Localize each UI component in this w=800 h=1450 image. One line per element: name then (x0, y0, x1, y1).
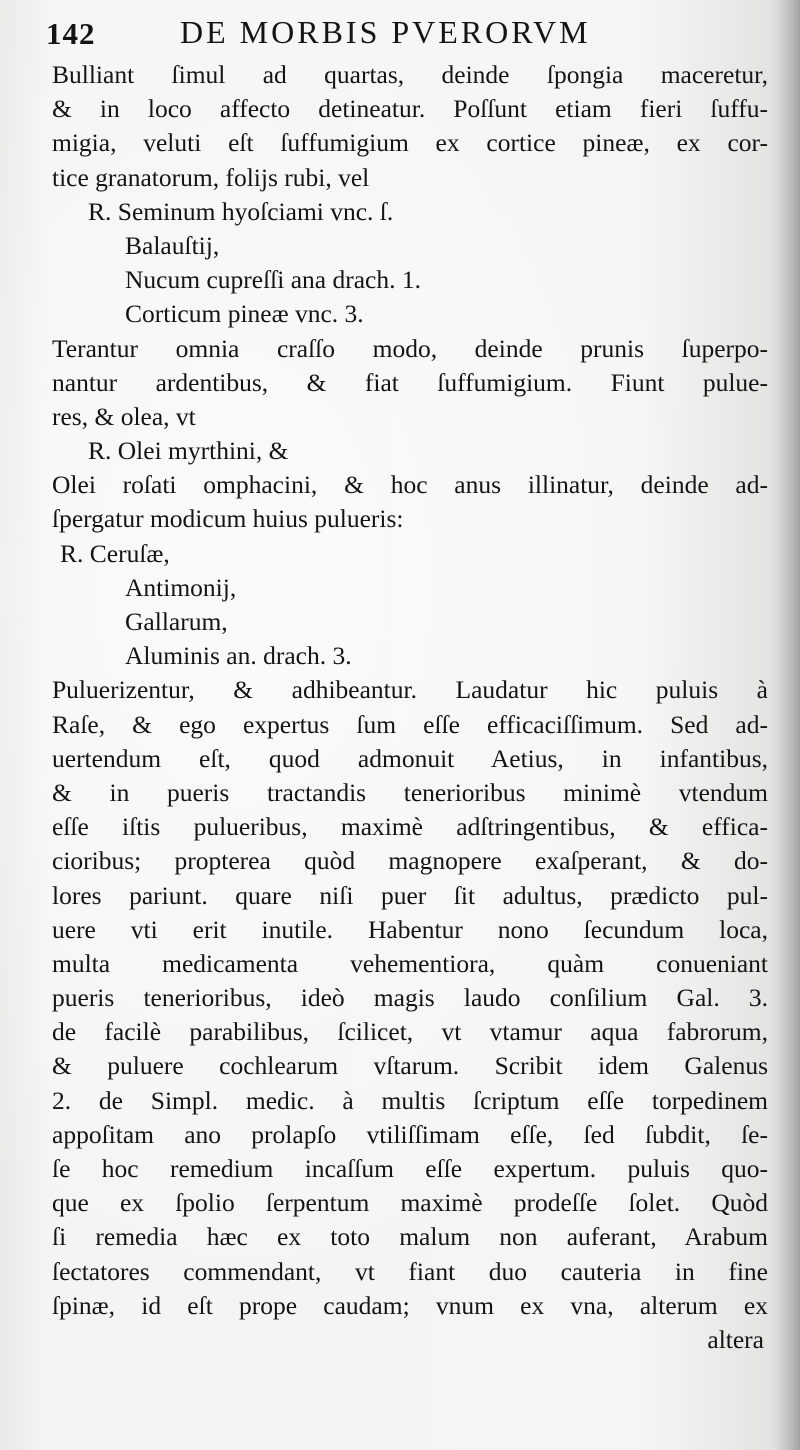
text-line: nantur ardentibus, & fiat ſuffumigium. Fiunt pulue- (52, 367, 768, 397)
text-line: cioribus; propterea quòd magnopere exaſperant, & do- (52, 846, 768, 876)
text-line: uere vti erit inutile. Habentur nono ſecundum loca, (52, 914, 768, 944)
text-line: Terantur omnia craſſo modo, deinde prunis ſuperpo- (52, 333, 768, 363)
body-text (52, 58, 768, 1357)
text-line: Nucum cupreſſi ana drach. 1. (125, 265, 421, 295)
text-line: Antimonij, (125, 572, 237, 602)
text-line: Balauſtij, (125, 230, 220, 260)
text-line: uertendum eſt, quod admonuit Aetius, in infantibus, (52, 743, 768, 773)
running-title: DE MORBIS PVERORVM (180, 14, 591, 50)
page-number: 142 (46, 16, 96, 51)
text-line: eſſe iſtis pulueribus, maximè adſtringentibus, & effica- (52, 812, 768, 842)
text-line: multa medicamenta vehementiora, quàm conueniant (52, 948, 768, 978)
text-line: Raſe, & ego expertus ſum eſſe efficaciſſimum. Sed ad- (52, 709, 768, 739)
page-gutter-shadow (774, 0, 800, 1450)
running-head (40, 12, 760, 56)
text-line: 2. de Simpl. medic. à multis ſcriptum eſſe torpedinem (52, 1085, 768, 1115)
text-line: Corticum pineæ vnc. 3. (125, 299, 364, 329)
text-line: R. Seminum hyoſciami vnc. ſ. (88, 196, 394, 226)
text-line: ſi remedia hæc ex toto malum non auferant, Arabum (52, 1222, 768, 1252)
text-line: ſpergatur modicum huius pulueris: (52, 504, 404, 534)
text-line: lores pariunt. quare niſi puer ſit adultus, prædicto pul- (52, 880, 768, 910)
text-line: Puluerizentur, & adhibeantur. Laudatur hic puluis à (52, 675, 768, 705)
text-line: ſpinæ, id eſt prope caudam; vnum ex vna, alterum ex (52, 1290, 768, 1320)
text-line: migia, veluti eſt ſuffumigium ex cortice pineæ, ex cor- (52, 128, 768, 158)
text-line: R. Olei myrthini, & (88, 436, 289, 466)
text-line: res, & olea, vt (52, 401, 196, 431)
text-line: Olei roſati omphacini, & hoc anus illinatur, deinde ad- (52, 470, 768, 500)
text-line: Gallarum, (125, 607, 228, 636)
text-line: que ex ſpolio ſerpentum maximè prodeſſe ſolet. Quòd (52, 1188, 768, 1218)
text-line: de facilè parabilibus, ſcilicet, vt vtamur aqua fabrorum, (52, 1017, 768, 1047)
text-line: & in loco affecto detineatur. Poſſunt etiam fieri ſuffu- (52, 94, 768, 124)
text-line: pueris tenerioribus, ideò magis laudo conſilium Gal. 3. (52, 983, 768, 1013)
text-line: Bulliant ſimul ad quartas, deinde ſpongia maceretur, (52, 60, 768, 89)
text-line: ſe hoc remedium incaſſum eſſe expertum. puluis quo- (52, 1154, 768, 1183)
text-line: tice granatorum, folijs rubi, vel (52, 162, 370, 192)
text-line: R. Ceruſæ, (60, 538, 170, 568)
text-line: ſectatores commendant, vt fiant duo cauteria in fine (52, 1256, 768, 1286)
text-line: & in pueris tractandis tenerioribus minimè vtendum (52, 777, 768, 807)
catchword: altera (707, 1324, 764, 1354)
text-line: appoſitam ano prolapſo vtiliſſimam eſſe, ſed ſubdit, ſe- (52, 1119, 768, 1149)
text-line: & puluere cochlearum vſtarum. Scribit idem Galenus (52, 1051, 768, 1081)
text-line: Aluminis an. drach. 3. (125, 641, 352, 671)
